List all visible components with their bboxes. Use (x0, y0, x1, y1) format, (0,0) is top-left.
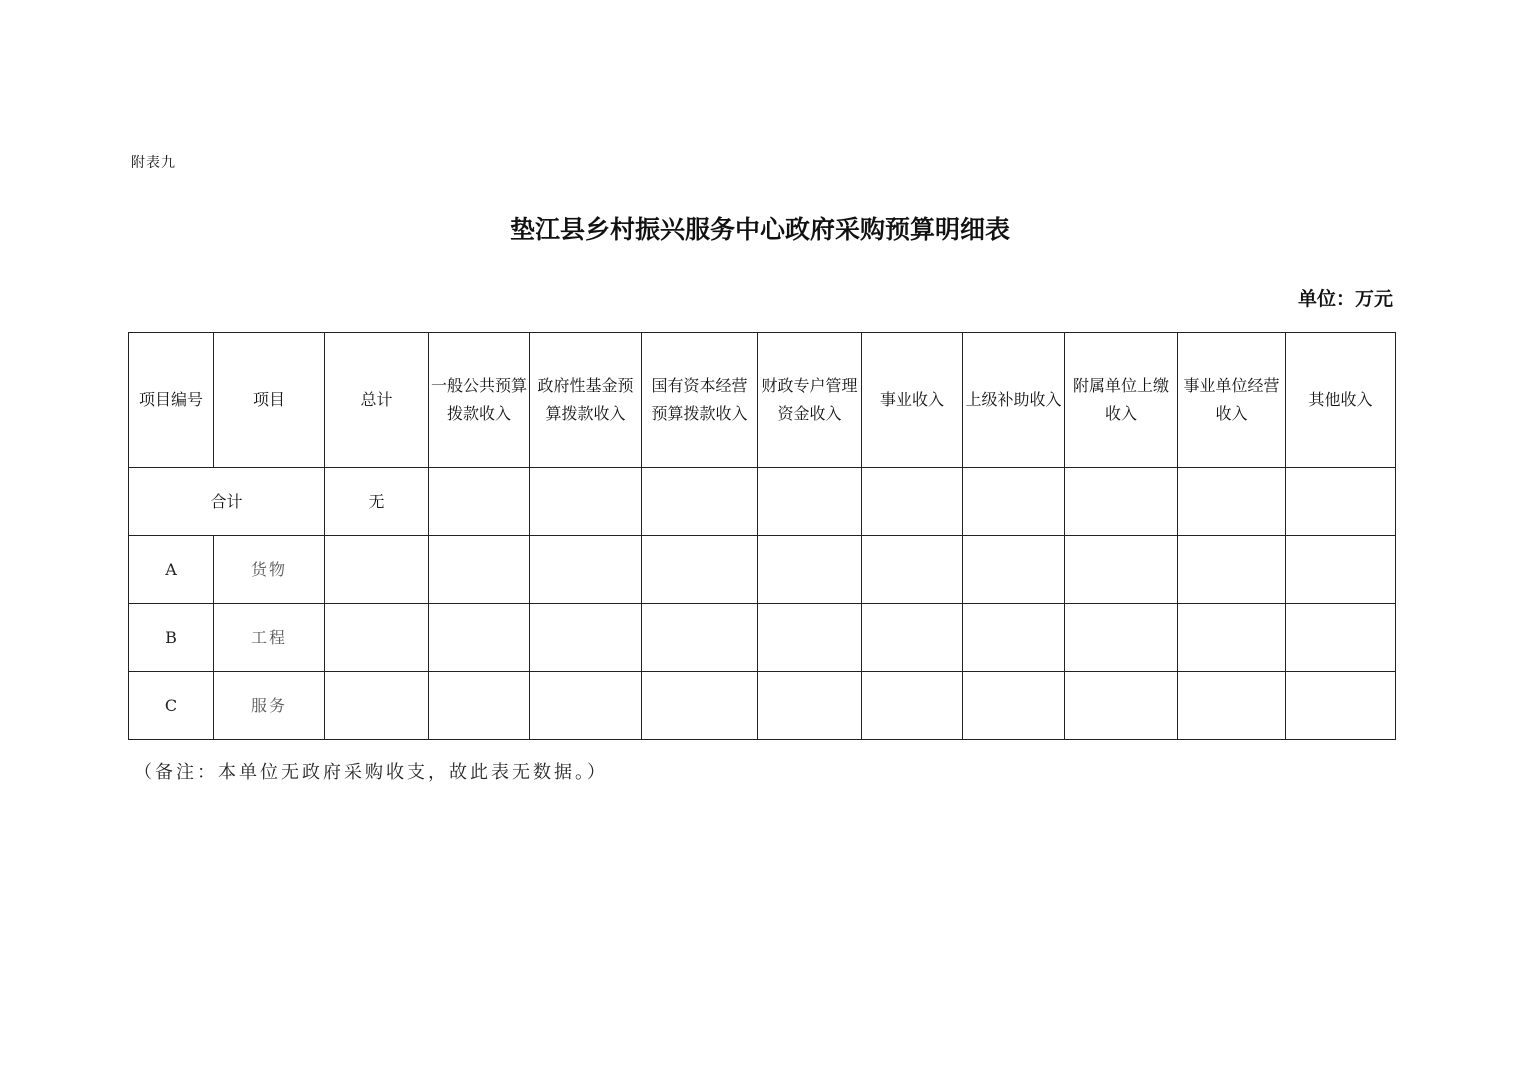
unit-label: 单位：万元 (1297, 288, 1393, 310)
header-cell-project: 项目 (214, 333, 325, 468)
table-cell (530, 604, 642, 672)
table-cell (325, 672, 429, 740)
header-cell-general-budget: 一般公共预算拨款收入 (429, 333, 530, 468)
table-cell (862, 468, 963, 536)
header-cell-superior-subsidy: 上级补助收入 (963, 333, 1065, 468)
table-cell (862, 604, 963, 672)
table-cell (963, 468, 1065, 536)
table-cell (758, 604, 862, 672)
table-row (129, 672, 1396, 740)
attachment-label: 附表九 (131, 155, 176, 171)
table-cell (429, 604, 530, 672)
table-row (129, 536, 1396, 604)
page-title: 垫江县乡村振兴服务中心政府采购预算明细表 (509, 215, 1010, 244)
header-cell-operating-income: 事业单位经营收入 (1178, 333, 1286, 468)
table-cell (1178, 536, 1286, 604)
header-cell-affiliated-units: 附属单位上缴收入 (1065, 333, 1178, 468)
row-code-cell: B (129, 604, 214, 672)
table-cell (530, 672, 642, 740)
header-cell-other-income: 其他收入 (1286, 333, 1396, 468)
table-cell (1065, 468, 1178, 536)
table-cell (1178, 468, 1286, 536)
table-cell (642, 672, 758, 740)
row-code-cell: A (129, 536, 214, 604)
table-cell (1286, 604, 1396, 672)
table-cell (758, 672, 862, 740)
table-cell (1065, 672, 1178, 740)
table-cell (1178, 672, 1286, 740)
table-cell (530, 468, 642, 536)
table-cell (1065, 604, 1178, 672)
table-cell (862, 672, 963, 740)
table-cell (1286, 672, 1396, 740)
header-cell-special-account: 财政专户管理资金收入 (758, 333, 862, 468)
table-cell (862, 536, 963, 604)
table-cell (758, 468, 862, 536)
header-cell-business-income: 事业收入 (862, 333, 963, 468)
table-cell (429, 468, 530, 536)
header-row (129, 333, 1396, 468)
remark-note: （备注：本单位无政府采购收支，故此表无数据。） (134, 762, 608, 783)
table-cell (758, 536, 862, 604)
row-name-cell: 工程 (214, 604, 325, 672)
table-cell (642, 468, 758, 536)
table-cell (1286, 468, 1396, 536)
table-cell (1065, 536, 1178, 604)
table-cell (1286, 536, 1396, 604)
row-name-cell: 服务 (214, 672, 325, 740)
table-cell (642, 604, 758, 672)
table-cell (963, 672, 1065, 740)
header-cell-project-code: 项目编号 (129, 333, 214, 468)
table-cell (429, 672, 530, 740)
header-cell-gov-fund: 政府性基金预算拨款收入 (530, 333, 642, 468)
table-cell (963, 604, 1065, 672)
header-cell-total: 总计 (325, 333, 429, 468)
row-code-cell: C (129, 672, 214, 740)
table-cell (429, 536, 530, 604)
table-cell (642, 536, 758, 604)
table-cell (325, 604, 429, 672)
procurement-budget-table (128, 332, 1396, 740)
total-label-cell: 合计 (129, 468, 325, 536)
table-cell (325, 536, 429, 604)
total-row (129, 468, 1396, 536)
header-cell-state-capital: 国有资本经营预算拨款收入 (642, 333, 758, 468)
total-value-cell: 无 (325, 468, 429, 536)
table-cell (1178, 604, 1286, 672)
table-cell (963, 536, 1065, 604)
table-row (129, 604, 1396, 672)
row-name-cell: 货物 (214, 536, 325, 604)
table-cell (530, 536, 642, 604)
